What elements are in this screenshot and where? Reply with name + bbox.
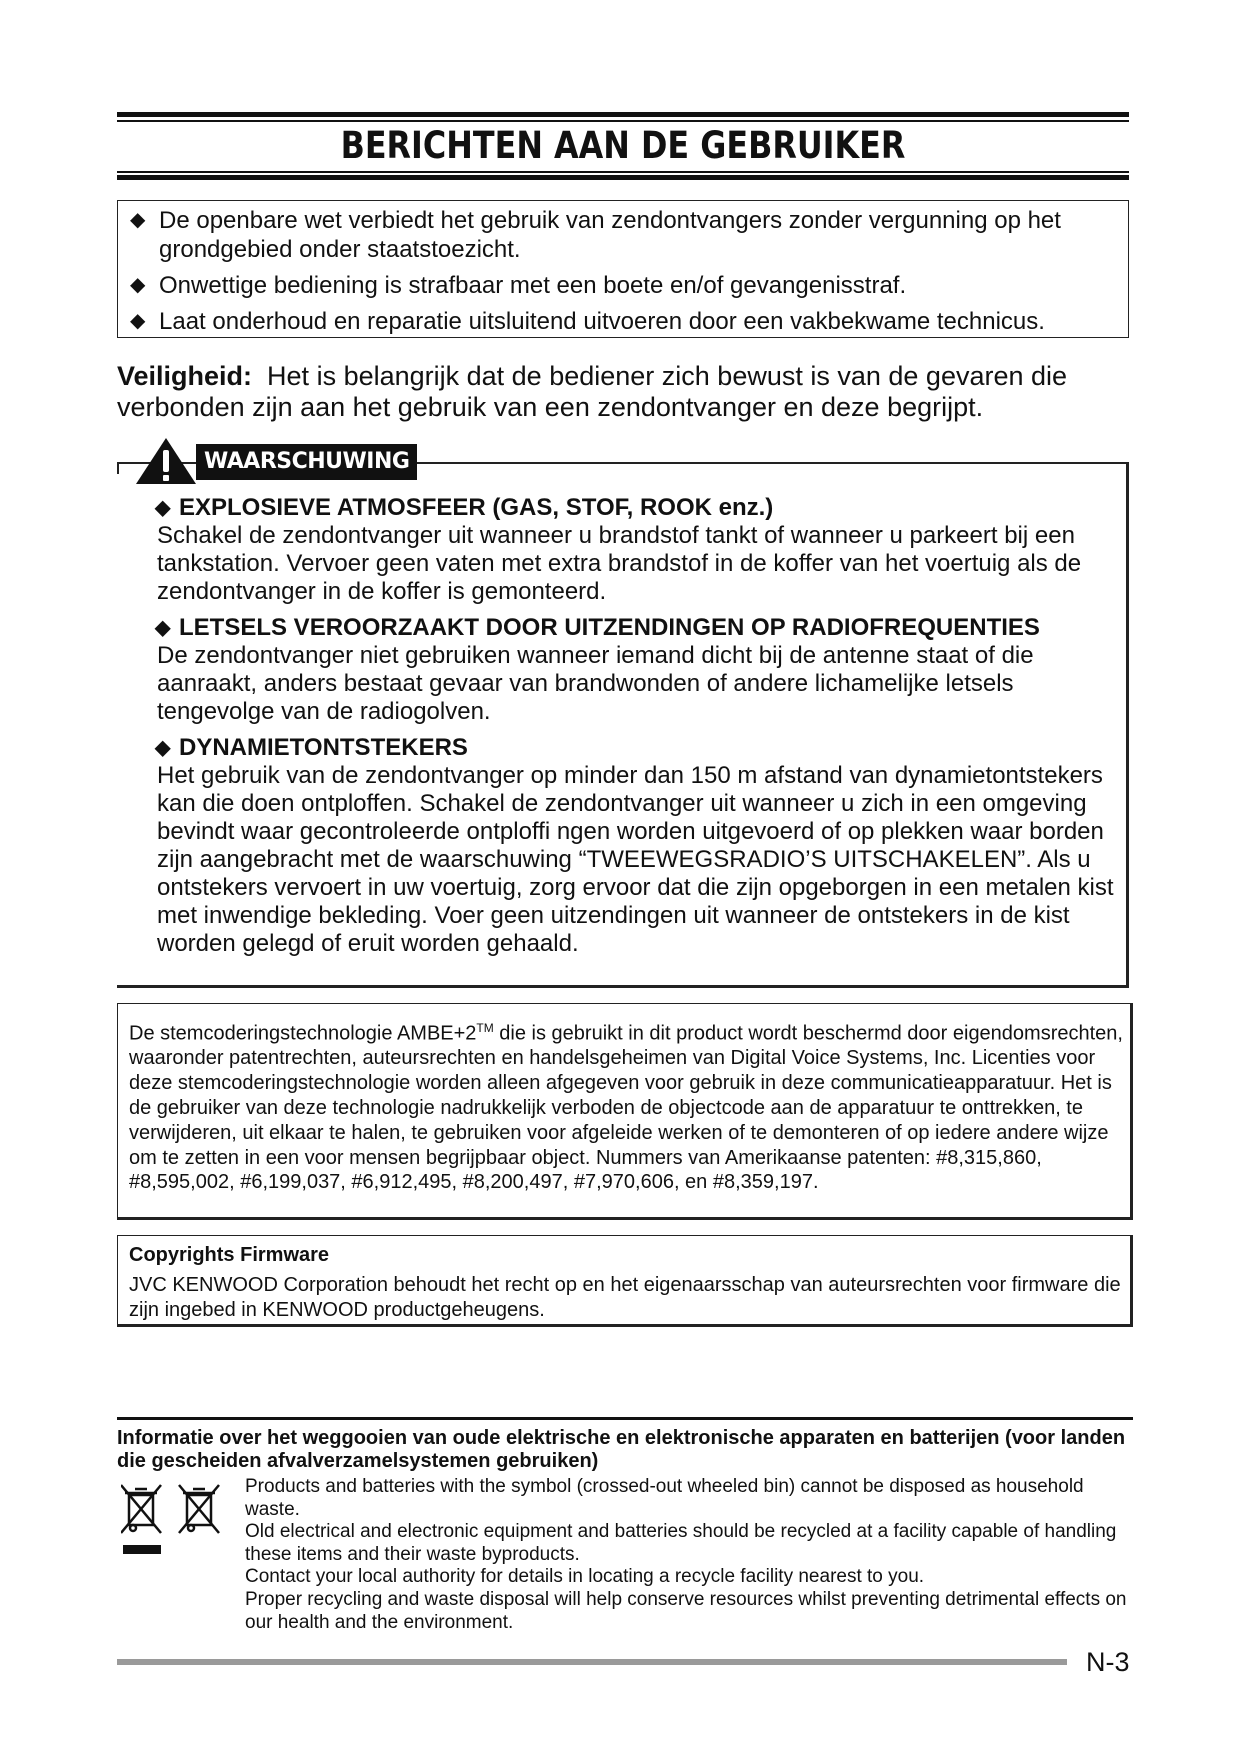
- notice-item: ◆ Onwettige bediening is strafbaar met een boete en/of gevangenisstraf.: [130, 272, 907, 299]
- trademark-mark: TM: [476, 1021, 494, 1035]
- safety-paragraph: [117, 361, 1129, 423]
- warning-text: De zendontvanger niet gebruiken wanneer iemand dicht bij de antenne staat of die aanraakt, anders bestaat gevaar van brandwonden of andere lichamelijke letsels tengevolge van de radiogolven.: [157, 642, 1034, 725]
- notice-list: [128, 206, 1118, 343]
- ambe-notice-box: De stemcoderingstechnologie AMBE+2™ die is gebruikt in dit product wordt beschermd door eigendomsrechten, waaronder patentrechten, auteursrechten en handelsgeheimen van Digital Voice Systems, Inc. Licenties voor deze stemcoderingstechnologie worden alleen afgegeven voor gebruik in deze communicatieapparatuur. Het is de gebruiker van deze technologie nadrukkelijk verboden de objectcode aan de apparatuur te onttrekken, te verwijderen, uit elkaar te halen, te gebruiken voor afgeleide werken of te demonteren of op iedere andere wijze om te zetten in een voor mensen begrijpbaar object. Nummers van Amerikaanse patenten: #8,315,860, #8,595,002, #6,199,037, #6,912,495, #8,200,497, #7,970,606, en #8,359,197.: [117, 1003, 1133, 1220]
- copyright-box: [117, 1235, 1133, 1327]
- warning-heading: ◆ EXPLOSIEVE ATMOSFEER (GAS, STOF, ROOK enz.): [155, 494, 774, 521]
- warning-frame-tick: [117, 462, 119, 474]
- title-rule-bottom: [117, 175, 1129, 180]
- diamond-bullet-icon: ◆: [130, 310, 146, 332]
- disposal-line: Proper recycling and waste disposal will help conserve resources whilst preventing detrimental effects on our health and the environment.: [245, 1588, 1127, 1633]
- disposal-line: Products and batteries with the symbol (crossed-out wheeled bin) cannot be disposed as household waste.: [245, 1476, 1084, 1520]
- title-rule-bottom-thin: [117, 171, 1129, 173]
- title-rule-top-thin: [117, 120, 1129, 122]
- safety-text: Het is belangrijk dat de bediener zich bewust is van de gevaren die verbonden zijn aan het gebruik van een zendontvanger en deze begrijpt.: [117, 361, 1068, 422]
- warning-body: [157, 494, 1122, 966]
- warning-text: Schakel de zendontvanger uit wanneer u brandstof tankt of wanneer u parkeert bij een tankstation. Vervoer geen vaten met extra brandstof in de koffer van het voertuig als de zendontvanger in de koffer is gemonteerd.: [157, 522, 1082, 605]
- disposal-rule: [117, 1417, 1133, 1420]
- disposal-line: Old electrical and electronic equipment and batteries should be recycled at a facility capable of handling these items and their waste byproducts.: [245, 1521, 1117, 1565]
- diamond-bullet-icon: ◆: [130, 209, 146, 231]
- footer-bar: [117, 1659, 1067, 1665]
- warning-heading: ◆ LETSELS VEROORZAAKT DOOR UITZENDINGEN OP RADIOFREQUENTIES: [155, 614, 1040, 641]
- copyright-text: JVC KENWOOD Corporation behoudt het recht op en het eigenaarsschap van auteursrechten voor firmware die zijn ingebed in KENWOOD productgeheugens.: [129, 1273, 1121, 1321]
- crossed-out-wheeled-bin-icon: [121, 1481, 233, 1561]
- warning-heading: ◆ DYNAMIETONTSTEKERS: [155, 734, 468, 761]
- page-title: BERICHTEN AAN DE GEBRUIKER: [340, 124, 906, 167]
- notice-item: ◆ De openbare wet verbiedt het gebruik van zendontvangers zonder vergunning op het grondgebied onder staatstoezicht.: [130, 207, 1061, 263]
- title-rule-top: [117, 112, 1129, 117]
- disposal-line: Contact your local authority for details in locating a recycle facility nearest to you.: [245, 1566, 925, 1588]
- notice-item: ◆ Laat onderhoud en reparatie uitsluitend uitvoeren door een vakbekwame technicus.: [130, 308, 1045, 335]
- diamond-bullet-icon: ◆: [130, 274, 146, 296]
- copyright-title: Copyrights Firmware: [129, 1244, 330, 1266]
- safety-label: Veiligheid:: [117, 361, 253, 391]
- diamond-bullet-icon: ◆: [155, 497, 171, 519]
- warning-text: Het gebruik van de zendontvanger op minder dan 150 m afstand van dynamietontstekers kan die doen ontploffen. Schakel de zendontvanger uit wanneer u zich in een omgeving bevindt waar gecontroleerde ontploffi ngen worden uitgevoerd of op plekken waar borden zijn aangebracht met de waarschuwing “TWEEWEGSRADIO’S UITSCHAKELEN”. Als u ontstekers vervoert in uw voertuig, zorg ervoor dat die zijn opgeborgen in een metalen kist met inwendige bekleding. Voer geen uitzendingen uit wanneer de ontstekers in de kist worden gelegd of eruit worden gehaald.: [157, 762, 1114, 957]
- diamond-bullet-icon: ◆: [155, 617, 171, 639]
- disposal-heading: Informatie over het weggooien van oude elektrische en elektronische apparaten en batterijen (voor landen die gescheiden afvalverzamelsystemen gebruiken): [117, 1427, 1126, 1472]
- disposal-body: [245, 1476, 1135, 1634]
- warning-label: WAARSCHUWING: [196, 444, 417, 480]
- diamond-bullet-icon: ◆: [155, 737, 171, 759]
- warning-triangle-icon: [130, 436, 198, 486]
- page-number: N-3: [1086, 1647, 1130, 1677]
